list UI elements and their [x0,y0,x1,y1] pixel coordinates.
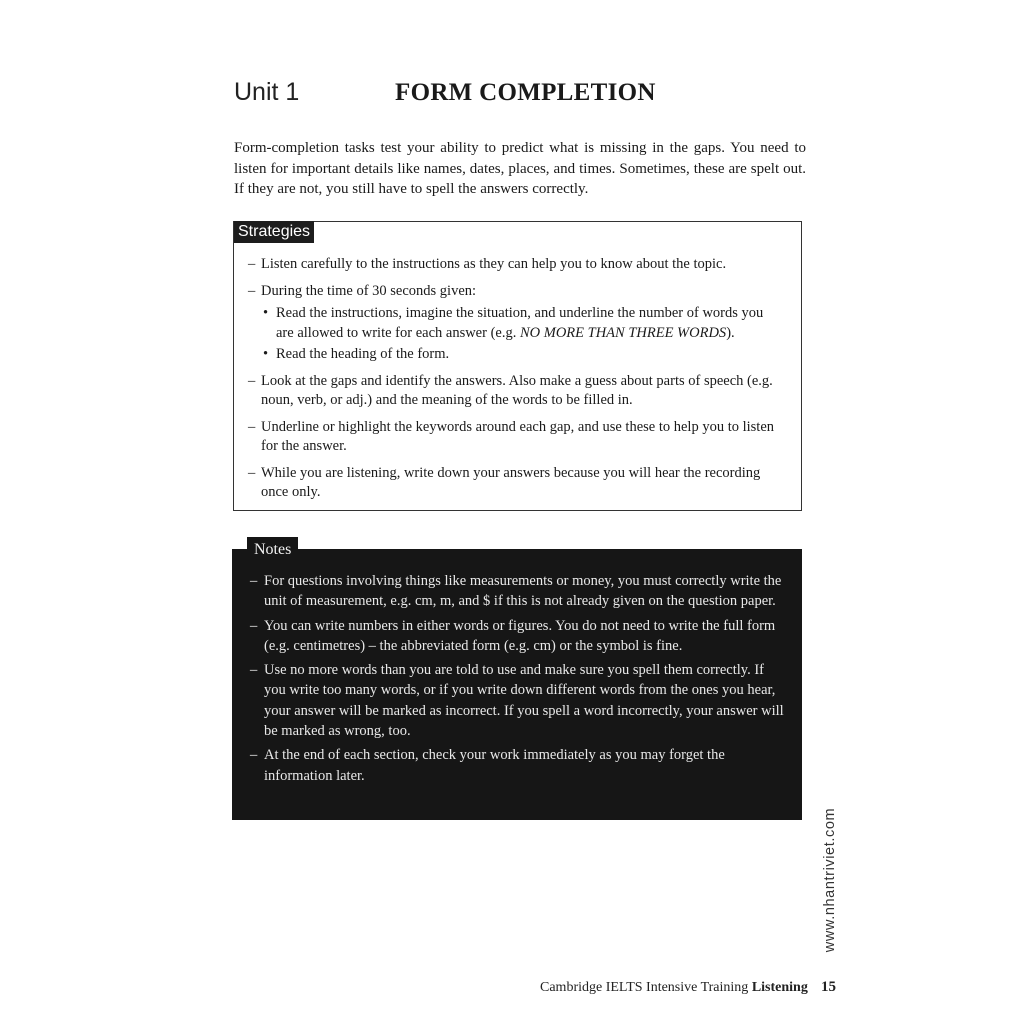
sub-list-item [261,304,784,343]
list-item [248,464,784,503]
sub-list-item [261,345,784,365]
list-item [248,418,784,457]
footer-book-title [540,980,808,996]
intro-paragraph: Form-completion tasks test your ability to predict what is missing in the gaps. You need to listen for important details like names, dates, places, and times. Sometimes, these are spelt out. If they are not, you still have to spell the answers correctly. [234,140,806,197]
list-item: – At the end of each section, check your work immediately as you may forget the information later. [250,745,787,786]
sub-item-end: ). [726,324,735,341]
footer-book-emphasis: Listening [751,980,808,995]
sub-item-emphasis: NO MORE THAN THREE WORDS [519,324,727,341]
list-item: – Use no more words than you are told to use and make sure you spell them correctly. If you write too many words, or if you write down different words from the ones you hear, your answer will be marked as incorrect. If you spell a word incorrectly, your answer will be marked as wrong, too. [250,660,787,741]
strategy-sublist [261,304,784,365]
list-item [248,282,784,365]
strategies-list [248,255,784,510]
watermark: www.nhantriviet.com [822,807,838,953]
strategy-text: During the time of 30 seconds given: [261,282,477,299]
footer-book-prefix: Cambridge IELTS Intensive Training [540,980,752,995]
strategy-text: Listen carefully to the instructions as they can help you to know about the topic. [261,256,727,272]
sub-item-text: Read the heading of the form. [276,346,450,362]
sub-item-text: Read the instructions, imagine the situation, and underline the number of words you are allowed to write for each answer (e.g. [276,305,764,341]
strategy-text: Look at the gaps and identify the answers. Also make a guess about parts of speech (e.g. noun, verb, or adj.) and the meaning of the words to be filled in. [261,372,773,408]
strategies-heading: Strategies [234,221,314,243]
page-title: FORM COMPLETION [395,79,656,106]
strategy-text: Underline or highlight the keywords around each gap, and use these to help you to listen for the answer. [261,418,775,454]
notes-list [250,571,787,790]
page-number: 15 [821,979,836,995]
list-item: – For questions involving things like measurements or money, you must correctly write the unit of measurement, e.g. cm, m, and $ if this is not already given on the question paper. [250,571,787,612]
unit-label: Unit 1 [234,78,300,106]
list-item: – You can write numbers in either words or figures. You do not need to write the full form (e.g. centimetres) – the abbreviated form (e.g. cm) or the symbol is fine. [250,616,787,657]
strategy-text: While you are listening, write down your answers because you will hear the recording once only. [261,464,761,500]
list-item [248,255,784,275]
notes-heading: Notes [247,537,298,560]
list-item [248,372,784,411]
